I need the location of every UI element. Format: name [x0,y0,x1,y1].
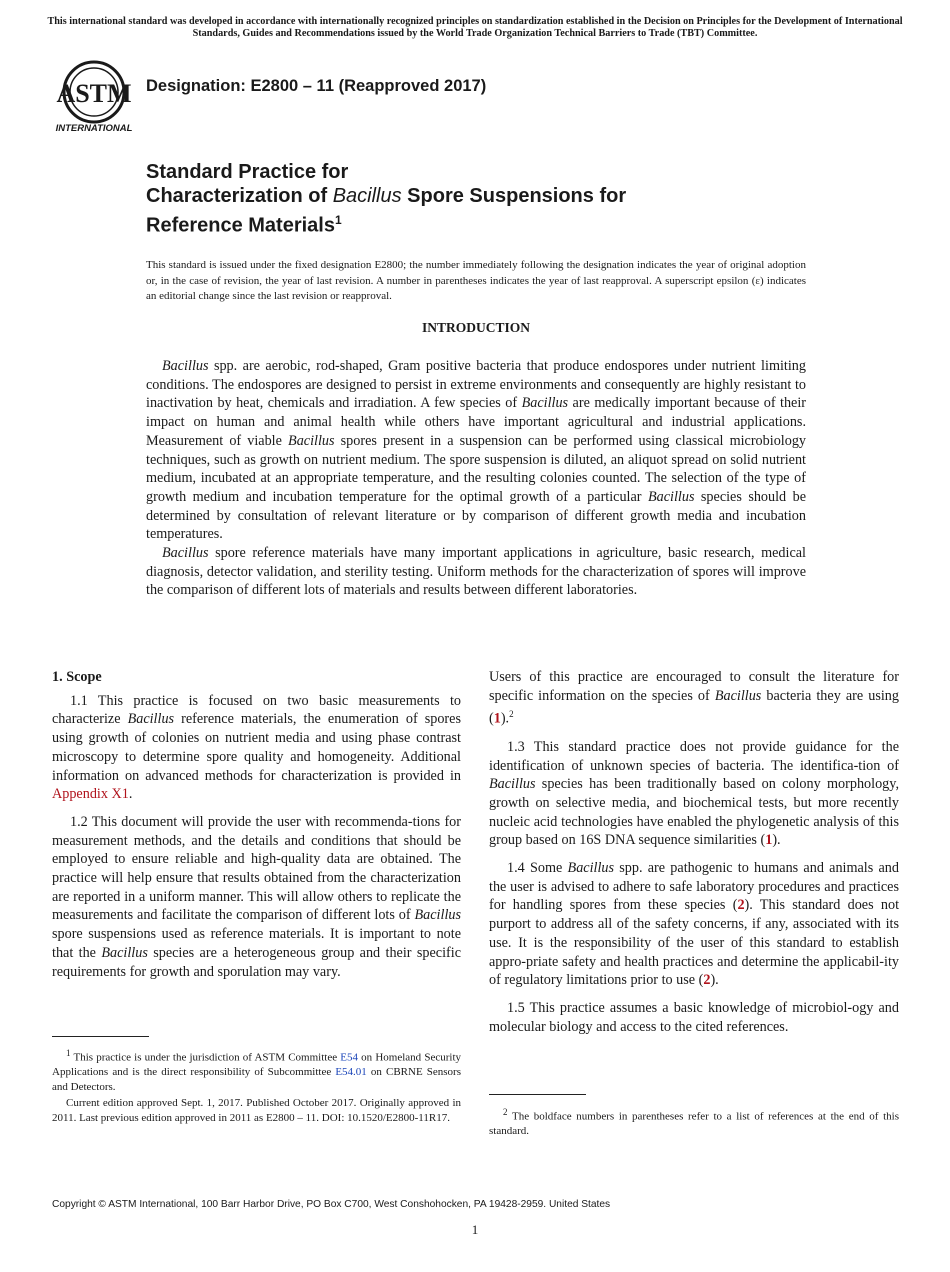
text: spore reference materials have many important applications in agriculture, basic research, medical diagnosis, detector validation, and sterility testing. Uniform methods for the characterization of spores will improve the comparison of different lots of materials and results between different laboratories. [146,545,806,599]
reference-link[interactable]: 2 [737,897,745,914]
text: spp. are pathogenic to humans and animals and the user is advised to adhere to safe laboratory procedures and practices for handling spores from these species ( [489,860,899,914]
paragraph-1-1 [52,692,461,804]
text: spores present in a suspension can be performed using classical microbiology techniques, such as growth on nutrient medium. The spore suspension is diluted, an aliquot spread on solid nutrient medium, incubated at an appropriate temperature, and the resulting colonies counted. The selection of the type of growth medium and incubation temperature for the optimal growth of a particular [146,432,807,505]
section-heading-scope: 1. Scope [52,669,102,685]
text: species are a heterogeneous group and their specific requirements for growth and sporulation may vary. [52,944,461,980]
footnote-marker: 1 [334,213,342,227]
italic-term: Bacillus [162,545,209,562]
right-column [489,668,899,1045]
reference-link[interactable]: 1 [765,832,773,849]
title-line-3 [146,208,626,238]
text: reference materials, the enumeration of spores using growth of colonies on nutrient media and using phase contrast microscopy to determine spore quality and homogeneity. Additional information on advanced methods for characterization is provided in [52,711,461,784]
title-text: Spore Suspensions for [401,185,627,207]
astm-logo-icon [52,58,136,134]
text: Users of this practice are encouraged to consult the literature for specific information on the species of [489,669,899,704]
subcommittee-link[interactable]: E54.01 [335,1066,367,1079]
text: ). [500,711,510,728]
text: . [128,786,133,803]
text: bacteria they are using ( [489,687,899,728]
document-title [146,160,626,238]
issued-note: This standard is issued under the fixed designation E2800; the number immediately following the designation indicates the year of original adoption or, in the case of revision, the year of last revision. A number in parentheses indicates the year of last reapproval. A superscript epsilon (ε) indicates an editorial change since the last revision or reapproval. [146,259,806,302]
text: species has been traditionally based on colony morphology, growth on selective media, and biochemical tests, but more recently nucleic acid technologies have enabled the phylogenetic analysis of this group based on 16S DNA sequence similarities ( [489,776,899,849]
introduction-body [146,357,806,600]
text: 1.2 This document will provide the user with recommenda-tions for measurement methods, and the details and conditions that should be employed to ensure reliable and high-quality data are obtained. The practice will help ensure that results obtained from the characterization are reported in a uniform manner. This will allow others to replicate the measurements and facilitate the comparison of different lots of [52,813,461,924]
left-column [52,668,461,990]
footnote-1 [52,1046,461,1094]
text: on CBRNE Sensors and Detectors. [52,1066,461,1093]
title-line-2 [146,184,626,208]
footnote-marker: 2 [503,1107,508,1117]
italic-term: Bacillus [714,687,762,704]
italic-term: Bacillus [647,488,695,505]
logo-top-text: ASTM [56,79,132,108]
designation: Designation: E2800 – 11 (Reapproved 2017) [146,77,487,95]
reference-link[interactable]: 1 [493,711,501,728]
text: are medically important because of their impact on human and animal health while others have important agricultural and industrial applications. Measurement of viable [146,395,807,449]
text: spore suspensions used as reference materials. It is important to note that the [52,926,461,961]
paragraph-1-3 [489,738,899,850]
intro-paragraph-2 [146,544,806,600]
intro-paragraph-1 [146,357,806,544]
text: on Homeland Security Applications and is the direct responsibility of Subcommittee [52,1051,461,1079]
introduction-heading: INTRODUCTION [421,320,530,335]
text: 1.3 This standard practice does not provide guidance for the identification of unknown species of bacteria. The identifica-tion of [489,738,899,774]
text: ). [710,972,719,989]
title-text: Characterization of [146,185,333,207]
footnote-marker: 1 [66,1048,71,1058]
top-notice: This international standard was developed in accordance with internationally recognized principles on standardization established in the Decision on Principles for the Development of International Standards, Guides and Recommendations issued by the World Trade Organization Technical Barriers to Trade (TBT) Committee. [47,16,903,39]
italic-term: Bacillus [288,432,335,449]
italic-term: Bacillus [521,395,569,412]
paragraph-1-2-continued [489,668,899,729]
footnote-2 [489,1105,899,1139]
committee-link[interactable]: E54 [340,1051,359,1064]
footnotes-left [52,1046,461,1128]
text: 1.4 Some [507,860,568,877]
italic-term: Bacillus [162,358,209,374]
text: This practice is under the jurisdiction of ASTM Committee [70,1051,341,1064]
text: ). This standard does not purport to address all of the safety concerns, if any, associated with its use. It is the responsibility of the user of this standard to establish appro-priate safety and health practices and determine the applicabil-ity of regulatory limitations prior to use ( [489,897,900,989]
italic-term: Bacillus [489,776,536,793]
title-line-1: Standard Practice for [146,161,349,183]
italic-term: Bacillus [414,907,461,924]
footnote-marker: 2 [509,709,514,720]
logo-bottom-text: INTERNATIONAL [55,123,133,134]
appendix-link[interactable]: Appendix X1 [52,786,129,803]
paragraph-1-2 [52,813,461,981]
title-text: Reference Materials [146,214,335,237]
italic-term: Bacillus [127,711,175,728]
text: species should be determined by consultation of relevant literature or by comparison of different growth media and incubation temperatures. [146,488,806,543]
copyright-notice: Copyright © ASTM International, 100 Barr Harbor Drive, PO Box C700, West Conshohocken, PA 19428-2959. United States [52,1199,611,1210]
footnote-divider [52,1036,149,1037]
page-number: 1 [471,1222,479,1237]
footnotes-right [489,1105,899,1141]
footnote-1-edition: Current edition approved Sept. 1, 2017. Published October 2017. Originally approved in 2011. Last previous edition approved in 2011 as E2800 – 11. DOI: 10.1520/E2800-11R17. [52,1097,461,1125]
paragraph-1-5: 1.5 This practice assumes a basic knowledge of microbiol-ogy and molecular biology and access to the cited references. [489,999,899,1035]
reference-link[interactable]: 2 [703,972,711,989]
text: The boldface numbers in parentheses refer to a list of references at the end of this standard. [489,1110,899,1138]
italic-term: Bacillus [567,860,615,877]
footnote-divider [489,1094,586,1095]
italic-term: Bacillus [101,944,148,961]
paragraph-1-4 [489,859,899,990]
text: spp. are aerobic, rod-shaped, Gram positive bacteria that produce endospores under nutrient limiting conditions. The endospores are designed to persist in extreme environments and consequently are highly resistant to inactivation by heat, chemicals and irradiation. A few species of [146,358,806,412]
title-italic: Bacillus [332,185,402,207]
text: ). [772,832,781,849]
text: 1.1 This practice is focused on two basic measurements to characterize [52,692,461,728]
